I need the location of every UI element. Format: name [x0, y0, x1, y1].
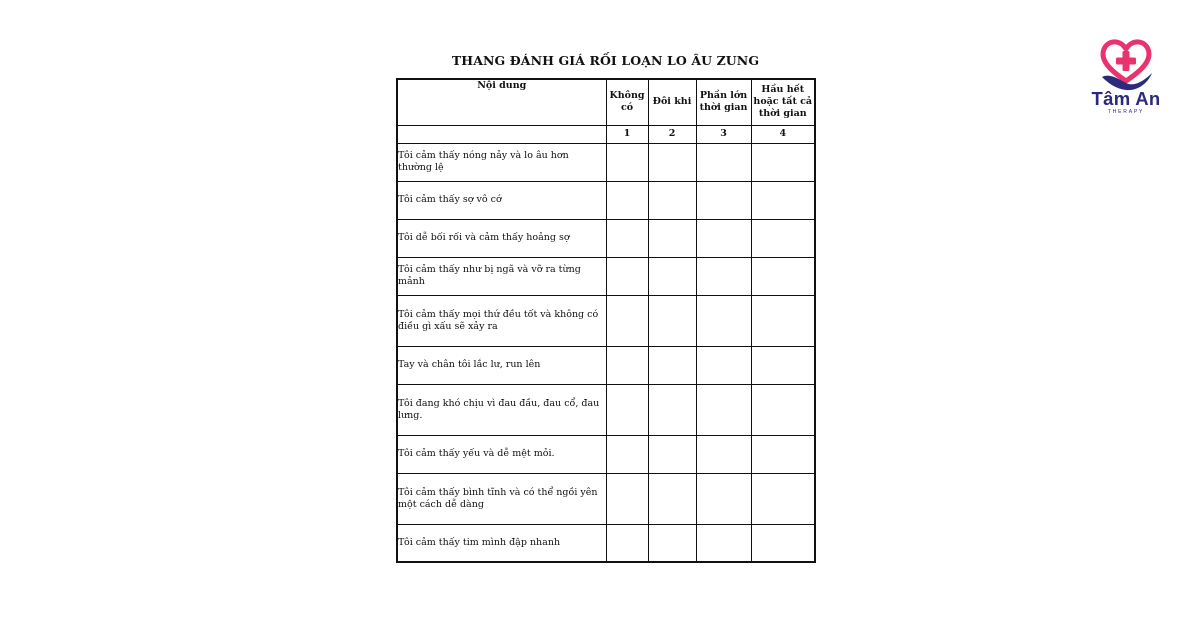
score-blank-cell — [397, 125, 606, 143]
answer-cell[interactable] — [751, 219, 815, 257]
table-row — [397, 346, 815, 384]
answer-cell[interactable] — [606, 473, 648, 524]
answer-cell[interactable] — [751, 473, 815, 524]
table-row — [397, 435, 815, 473]
answer-cell[interactable] — [696, 473, 751, 524]
answer-cell[interactable] — [648, 435, 696, 473]
table-row — [397, 143, 815, 181]
answer-cell[interactable] — [648, 524, 696, 562]
answer-cell[interactable] — [606, 435, 648, 473]
table-row — [397, 219, 815, 257]
answer-cell[interactable] — [648, 346, 696, 384]
zung-anxiety-scale-table — [396, 78, 816, 563]
answer-cell[interactable] — [696, 384, 751, 435]
answer-cell[interactable] — [648, 257, 696, 295]
answer-cell[interactable] — [606, 524, 648, 562]
content-column-header: Nội dung — [397, 79, 606, 125]
answer-cell[interactable] — [751, 295, 815, 346]
option-header-all-time: Hầu hết hoặc tất cả thời gian — [751, 79, 815, 125]
table-row — [397, 473, 815, 524]
score-cell: 2 — [648, 125, 696, 143]
table-row — [397, 295, 815, 346]
item-statement: Tôi cảm thấy như bị ngã và vỡ ra từng mảnh — [397, 257, 606, 295]
item-statement: Tôi dễ bối rối và cảm thấy hoảng sợ — [397, 219, 606, 257]
table-row — [397, 181, 815, 219]
answer-cell[interactable] — [751, 346, 815, 384]
answer-cell[interactable] — [696, 257, 751, 295]
answer-cell[interactable] — [751, 524, 815, 562]
answer-cell[interactable] — [606, 346, 648, 384]
answer-cell[interactable] — [648, 384, 696, 435]
answer-cell[interactable] — [696, 524, 751, 562]
score-cell: 1 — [606, 125, 648, 143]
option-header-most-time: Phần lớn thời gian — [696, 79, 751, 125]
answer-cell[interactable] — [606, 219, 648, 257]
answer-cell[interactable] — [606, 257, 648, 295]
answer-cell[interactable] — [696, 295, 751, 346]
answer-cell[interactable] — [751, 257, 815, 295]
answer-cell[interactable] — [751, 435, 815, 473]
item-statement: Tôi cảm thấy tim mình đập nhanh — [397, 524, 606, 562]
answer-cell[interactable] — [751, 143, 815, 181]
score-row — [397, 125, 815, 143]
document-title: THANG ĐÁNH GIÁ RỐI LOẠN LO ÂU ZUNG — [451, 53, 760, 68]
table-row — [397, 524, 815, 562]
answer-cell[interactable] — [648, 143, 696, 181]
answer-cell[interactable] — [696, 346, 751, 384]
brand-name: Tâm An — [1091, 88, 1161, 109]
table-row — [397, 384, 815, 435]
score-cell: 3 — [696, 125, 751, 143]
answer-cell[interactable] — [696, 435, 751, 473]
brand-tagline: THERAPY — [1107, 109, 1145, 115]
answer-cell[interactable] — [696, 181, 751, 219]
score-cell: 4 — [751, 125, 815, 143]
item-statement: Tôi cảm thấy yếu và dễ mệt mỏi. — [397, 435, 606, 473]
answer-cell[interactable] — [648, 219, 696, 257]
item-statement: Tôi cảm thấy mọi thứ đều tốt và không có điều gì xấu sẽ xảy ra — [397, 295, 606, 346]
answer-cell[interactable] — [648, 473, 696, 524]
option-header-never: Không có — [606, 79, 648, 125]
item-statement: Tôi cảm thấy nóng nảy và lo âu hơn thường lệ — [397, 143, 606, 181]
answer-cell[interactable] — [648, 181, 696, 219]
answer-cell[interactable] — [696, 143, 751, 181]
header-row — [397, 79, 815, 125]
item-statement: Tôi đang khó chịu vì đau đầu, đau cổ, đau lưng. — [397, 384, 606, 435]
table-row — [397, 257, 815, 295]
item-statement: Tôi cảm thấy sợ vô cớ — [397, 181, 606, 219]
answer-cell[interactable] — [606, 181, 648, 219]
answer-cell[interactable] — [606, 295, 648, 346]
option-header-sometimes: Đôi khi — [648, 79, 696, 125]
answer-cell[interactable] — [751, 384, 815, 435]
answer-cell[interactable] — [648, 295, 696, 346]
item-statement: Tôi cảm thấy bình tĩnh và có thể ngồi yên một cách dễ dàng — [397, 473, 606, 524]
answer-cell[interactable] — [606, 384, 648, 435]
answer-cell[interactable] — [751, 181, 815, 219]
item-statement: Tay và chân tôi lắc lư, run lên — [397, 346, 606, 384]
answer-cell[interactable] — [696, 219, 751, 257]
answer-cell[interactable] — [606, 143, 648, 181]
